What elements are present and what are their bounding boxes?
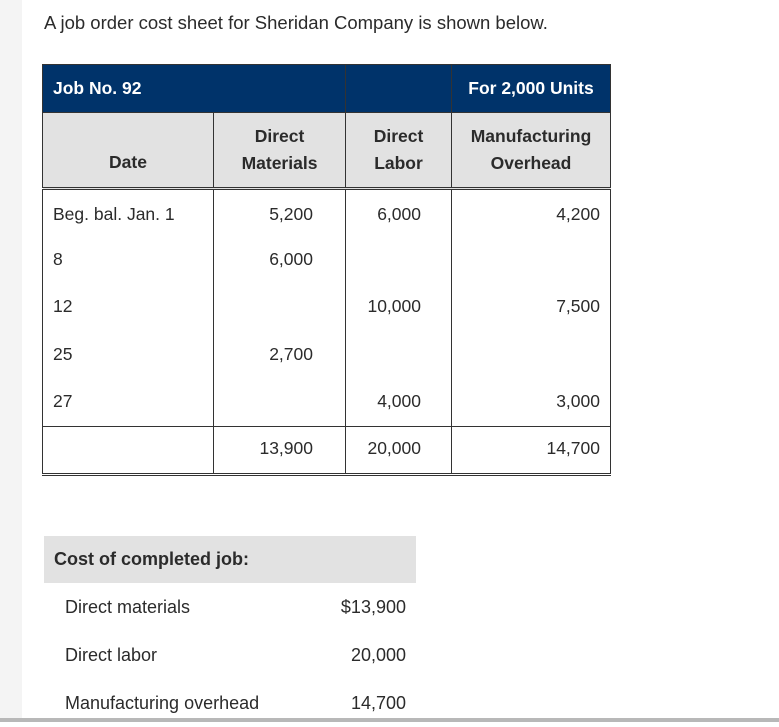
column-header-row <box>43 113 611 189</box>
row-manufacturing-overhead <box>452 237 611 285</box>
row-date: 12 <box>43 284 214 332</box>
row-direct-labor: 4,000 <box>346 379 452 427</box>
cost-line-amount: 20,000 <box>350 645 406 665</box>
row-direct-labor <box>346 237 452 285</box>
table-row <box>43 332 611 380</box>
cost-line-label: Direct materials <box>65 597 191 617</box>
list-item <box>44 583 416 631</box>
total-manufacturing-overhead: 14,700 <box>452 427 611 475</box>
row-manufacturing-overhead: 3,000 <box>452 379 611 427</box>
intro-text: A job order cost sheet for Sheridan Company is shown below. <box>44 12 548 33</box>
row-direct-materials: 6,000 <box>214 237 346 285</box>
row-date: 27 <box>43 379 214 427</box>
row-date: 25 <box>43 332 214 380</box>
cost-of-completed-job <box>44 536 416 727</box>
cost-line-label: Direct labor <box>65 645 158 665</box>
row-direct-materials: 2,700 <box>214 332 346 380</box>
row-manufacturing-overhead: 4,200 <box>452 189 611 237</box>
row-date: 8 <box>43 237 214 285</box>
direct-labor-column-header: Direct Labor <box>346 113 452 189</box>
left-gutter <box>0 0 22 722</box>
cost-line-amount: 14,700 <box>350 693 406 713</box>
manufacturing-overhead-column-header: Manufacturing Overhead <box>452 113 611 189</box>
units-label: For 2,000 Units <box>452 65 611 113</box>
date-column-header: Date <box>43 113 214 189</box>
row-manufacturing-overhead <box>452 332 611 380</box>
row-direct-labor: 10,000 <box>346 284 452 332</box>
row-manufacturing-overhead: 7,500 <box>452 284 611 332</box>
table-row <box>43 284 611 332</box>
cost-line-amount: $13,900 <box>340 597 406 617</box>
totals-row <box>43 427 611 475</box>
job-number: Job No. 92 <box>43 65 346 113</box>
bottom-divider <box>0 718 779 722</box>
job-order-cost-sheet <box>42 64 611 476</box>
row-date: Beg. bal. Jan. 1 <box>43 189 214 237</box>
total-direct-labor: 20,000 <box>346 427 452 475</box>
row-direct-labor <box>346 332 452 380</box>
row-direct-materials <box>214 379 346 427</box>
row-direct-labor: 6,000 <box>346 189 452 237</box>
total-direct-materials: 13,900 <box>214 427 346 475</box>
row-direct-materials: 5,200 <box>214 189 346 237</box>
sheet-header-row <box>43 65 611 113</box>
direct-materials-column-header: Direct Materials <box>214 113 346 189</box>
table-row <box>43 379 611 427</box>
completed-job-title: Cost of completed job: <box>44 536 416 583</box>
table-row <box>43 237 611 285</box>
list-item <box>44 631 416 679</box>
totals-blank-cell <box>43 427 214 475</box>
cost-line-label: Manufacturing overhead <box>65 693 260 713</box>
header-blank-cell <box>346 65 452 113</box>
table-row <box>43 189 611 237</box>
row-direct-materials <box>214 284 346 332</box>
